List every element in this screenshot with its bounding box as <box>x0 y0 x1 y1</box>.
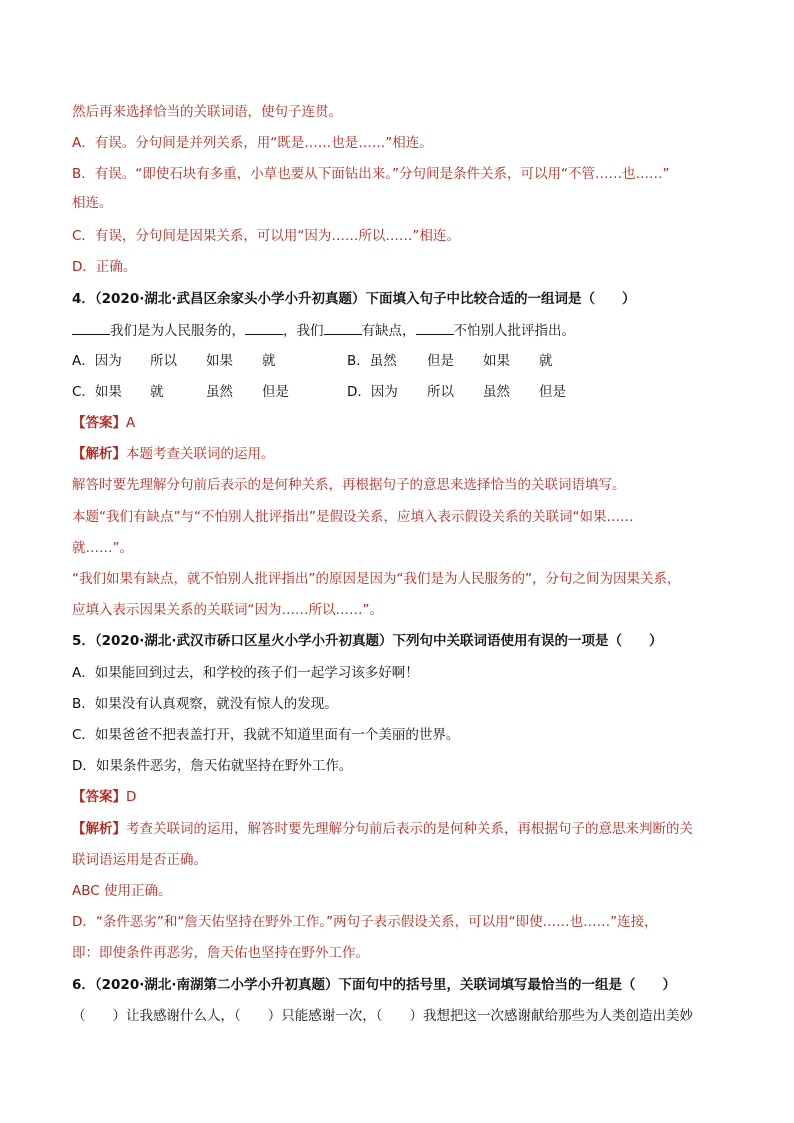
q4-option-a-w3: 如果 <box>206 353 233 369</box>
q4-option-b-w1: B．虽然 <box>347 353 397 369</box>
q4-option-d-w4: 但是 <box>539 384 566 400</box>
q6-stem: （ ）让我感谢什么人，（ ）只能感谢一次，（ ）我想把这一次感谢献给那些为人类创造出美妙 <box>72 1008 693 1024</box>
q4-analysis-text-1: 本题考查关联词的运用。 <box>126 446 275 462</box>
q5-answer-tag: 【答案】 <box>72 789 126 805</box>
prev-option-b-line1: B．有误。“即使石块有多重，小草也要从下面钻出来。”分句间是条件关系，可以用“不管……也……” <box>72 166 670 182</box>
q4-analysis-5: “我们如果有缺点，就不怕别人批评指出”的原因是因为“我们是为人民服务的”，分句之间为因果关系， <box>72 571 681 587</box>
q4-analysis-4: 就……”。 <box>72 540 133 556</box>
q4-option-d-w1: D．因为 <box>347 384 398 400</box>
q4-blank-1 <box>72 320 110 335</box>
q4-blank-2 <box>245 320 283 335</box>
prev-intro-tail: 然后再来选择恰当的关联词语，使句子连贯。 <box>72 104 342 120</box>
q5-analysis-1 <box>72 819 738 839</box>
prev-option-c: C．有误，分句间是因果关系，可以用“因为……所以……”相连。 <box>72 228 460 244</box>
q4-answer-tag: 【答案】 <box>72 415 126 431</box>
q4-title: 4．（2020·湖北·武昌区余家头小学小升初真题）下面填入句子中比较合适的一组词是（ ） <box>72 291 636 307</box>
q4-option-b-w3: 如果 <box>483 353 510 369</box>
q4-answer <box>72 413 738 433</box>
q4-answer-value: A <box>126 415 136 431</box>
q5-answer <box>72 787 738 807</box>
q4-analysis-2: 解答时要先理解分句前后表示的是何种关系，再根据句子的意思来选择恰当的关联词语填写。 <box>72 477 626 493</box>
q4-stem-part3: 有缺点， <box>361 323 416 339</box>
q5-option-a: A．如果能回到过去，和学校的孩子们一起学习该多好啊！ <box>72 665 419 681</box>
prev-option-a: A．有误。分句间是并列关系，用“既是……也是……”相连。 <box>72 135 433 151</box>
q4-option-c-w4: 但是 <box>262 384 289 400</box>
q4-stem-part2: ，我们 <box>283 323 324 339</box>
q5-answer-value: D <box>126 789 137 805</box>
q5-option-d: D．如果条件恶劣，詹天佑就坚持在野外工作。 <box>72 758 353 774</box>
q4-analysis-3: 本题“我们有缺点”与“不怕别人批评指出”是假设关系，应填入表示假设关系的关联词“如果…… <box>72 509 634 525</box>
q5-option-c: C．如果爸爸不把表盖打开，我就不知道里面有一个美丽的世界。 <box>72 727 460 743</box>
q4-option-c-w1: C．如果 <box>72 384 122 400</box>
q4-analysis-6: 应填入表示因果关系的关联词“因为……所以……”。 <box>72 602 383 618</box>
q5-analysis-tag: 【解析】 <box>72 821 126 837</box>
q4-option-d-w2: 所以 <box>427 384 454 400</box>
prev-option-d: D．正确。 <box>72 259 137 275</box>
q4-option-a-w1: A．因为 <box>72 353 122 369</box>
q6-title: 6．（2020·湖北·南湖第二小学小升初真题）下面句中的括号里，关联词填写最恰当的一组是（ ） <box>72 977 676 993</box>
q4-stem-part1: 我们是为人民服务的， <box>110 323 245 339</box>
q4-option-b-w2: 但是 <box>427 353 454 369</box>
q4-option-c-w3: 虽然 <box>206 384 233 400</box>
q4-option-c-w2: 就 <box>150 384 164 400</box>
prev-option-b-line2: 相连。 <box>72 195 113 211</box>
q5-analysis-5: 即：即使条件再恶劣，詹天佑也坚持在野外工作。 <box>72 945 369 961</box>
q4-stem-part4: 不怕别人批评指出。 <box>453 323 575 339</box>
q4-option-a-w2: 所以 <box>150 353 177 369</box>
q5-analysis-text-1: 考查关联词的运用，解答时要先理解分句前后表示的是何种关系，再根据句子的意思来判断的关 <box>126 821 693 837</box>
q4-blank-4 <box>416 320 454 335</box>
q5-analysis-3: ABC 使用正确。 <box>72 883 172 899</box>
q4-option-a-w4: 就 <box>262 353 276 369</box>
q4-analysis-1 <box>72 444 738 464</box>
q5-analysis-4: D．“条件恶劣”和“詹天佑坚持在野外工作。”两句子表示假设关系，可以用“即使……也……”连接， <box>72 914 658 930</box>
q5-option-b: B．如果没有认真观察，就没有惊人的发现。 <box>72 696 338 712</box>
q5-title: 5．（2020·湖北·武汉市硚口区星火小学小升初真题）下列句中关联词语使用有误的一项是（ ） <box>72 633 663 649</box>
q4-option-d-w3: 虽然 <box>483 384 510 400</box>
q4-analysis-tag: 【解析】 <box>72 446 126 462</box>
q4-option-b-w4: 就 <box>539 353 553 369</box>
q4-stem <box>72 320 738 341</box>
q4-blank-3 <box>324 320 362 335</box>
q5-analysis-2: 联词语运用是否正确。 <box>72 852 207 868</box>
